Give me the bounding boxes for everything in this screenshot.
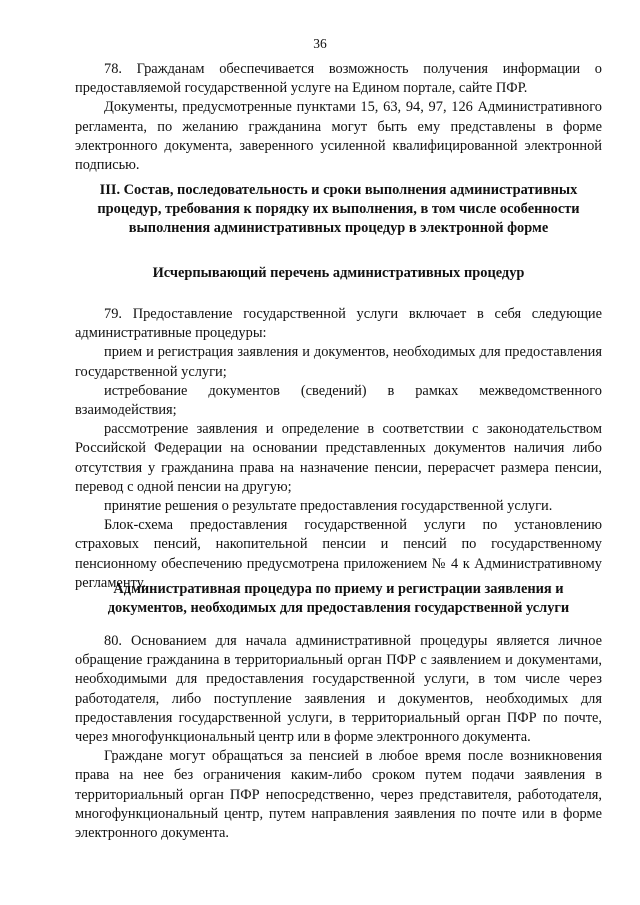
paragraph-80-citizens: Граждане могут обращаться за пенсией в любое время после возникновения права на нее без ограничения каким-либо сроком путем подачи заявления в территориальный орган ПФР непосредственно, через представителя, работодателя, многофункциональный центр, путем направления заявления по почте или в форме электронного документа. — [75, 748, 602, 842]
exhaustive-list-heading: Исчерпывающий перечень административных процедур — [152, 265, 525, 281]
procedure-heading-block — [75, 580, 602, 618]
procedure-heading: Административная процедура по приему и регистрации заявления и документов, необходимых для предоставления государственной услуги — [107, 581, 570, 616]
section-3-heading: III. Состав, последовательность и сроки выполнения административных процедур, требования к порядку их выполнения, в том числе особенности выполнения административных процедур в электронной форме — [97, 182, 580, 236]
procedure-item-reception: прием и регистрация заявления и документов, необходимых для предоставления государственной услуги; — [75, 344, 602, 380]
paragraph-79-block — [75, 305, 602, 593]
flowchart-reference: Блок-схема предоставления государственной услуги по установлению страховых пенсий, накопительной пенсии и пенсий по государственному пенсионному обеспечению предусмотрена приложением № 4 к Административному регламенту. — [75, 517, 602, 591]
paragraph-80-block — [75, 632, 602, 843]
paragraph-78: 78. Гражданам обеспечивается возможность получения информации о предоставляемой государственной услуге на Едином портале, сайте ПФР. — [75, 61, 602, 97]
paragraph-78-block — [75, 60, 602, 175]
procedure-item-review: рассмотрение заявления и определение в соответствии с законодательством Российской Федерации на основании представленных документов наличия либо отсутствия у гражданина права на назначение пенсии, перерасчет размера пенсии, перевод с одной пенсии на другую; — [75, 421, 602, 495]
procedure-item-request: истребование документов (сведений) в рамках межведомственного взаимодействия; — [75, 382, 602, 419]
paragraph-79: 79. Предоставление государственной услуги включает в себя следующие административные процедуры: — [75, 306, 602, 342]
paragraph-78-documents: Документы, предусмотренные пунктами 15, 63, 94, 97, 126 Административного регламента, по желанию гражданина могут быть ему представлены в форме электронного документа, заверенного усиленной квалифицированной электронной подписью. — [75, 99, 602, 174]
procedure-item-decision: принятие решения о результате предоставления государственной услуги. — [104, 498, 553, 515]
exhaustive-list-heading-block — [75, 264, 602, 283]
page-number: 36 — [313, 36, 327, 51]
section-3-heading-block — [70, 181, 607, 238]
paragraph-80: 80. Основанием для начала административной процедуры является личное обращение гражданина в территориальный орган ПФР с заявлением и документами, необходимыми для предоставления государственной услуги, в том числе через работодателя, либо поступление заявления и документов, необходимых для предоставления государственной услуги, в территориальный орган ПФР по почте, через многофункциональный центр или в форме электронного документа. — [75, 633, 602, 746]
